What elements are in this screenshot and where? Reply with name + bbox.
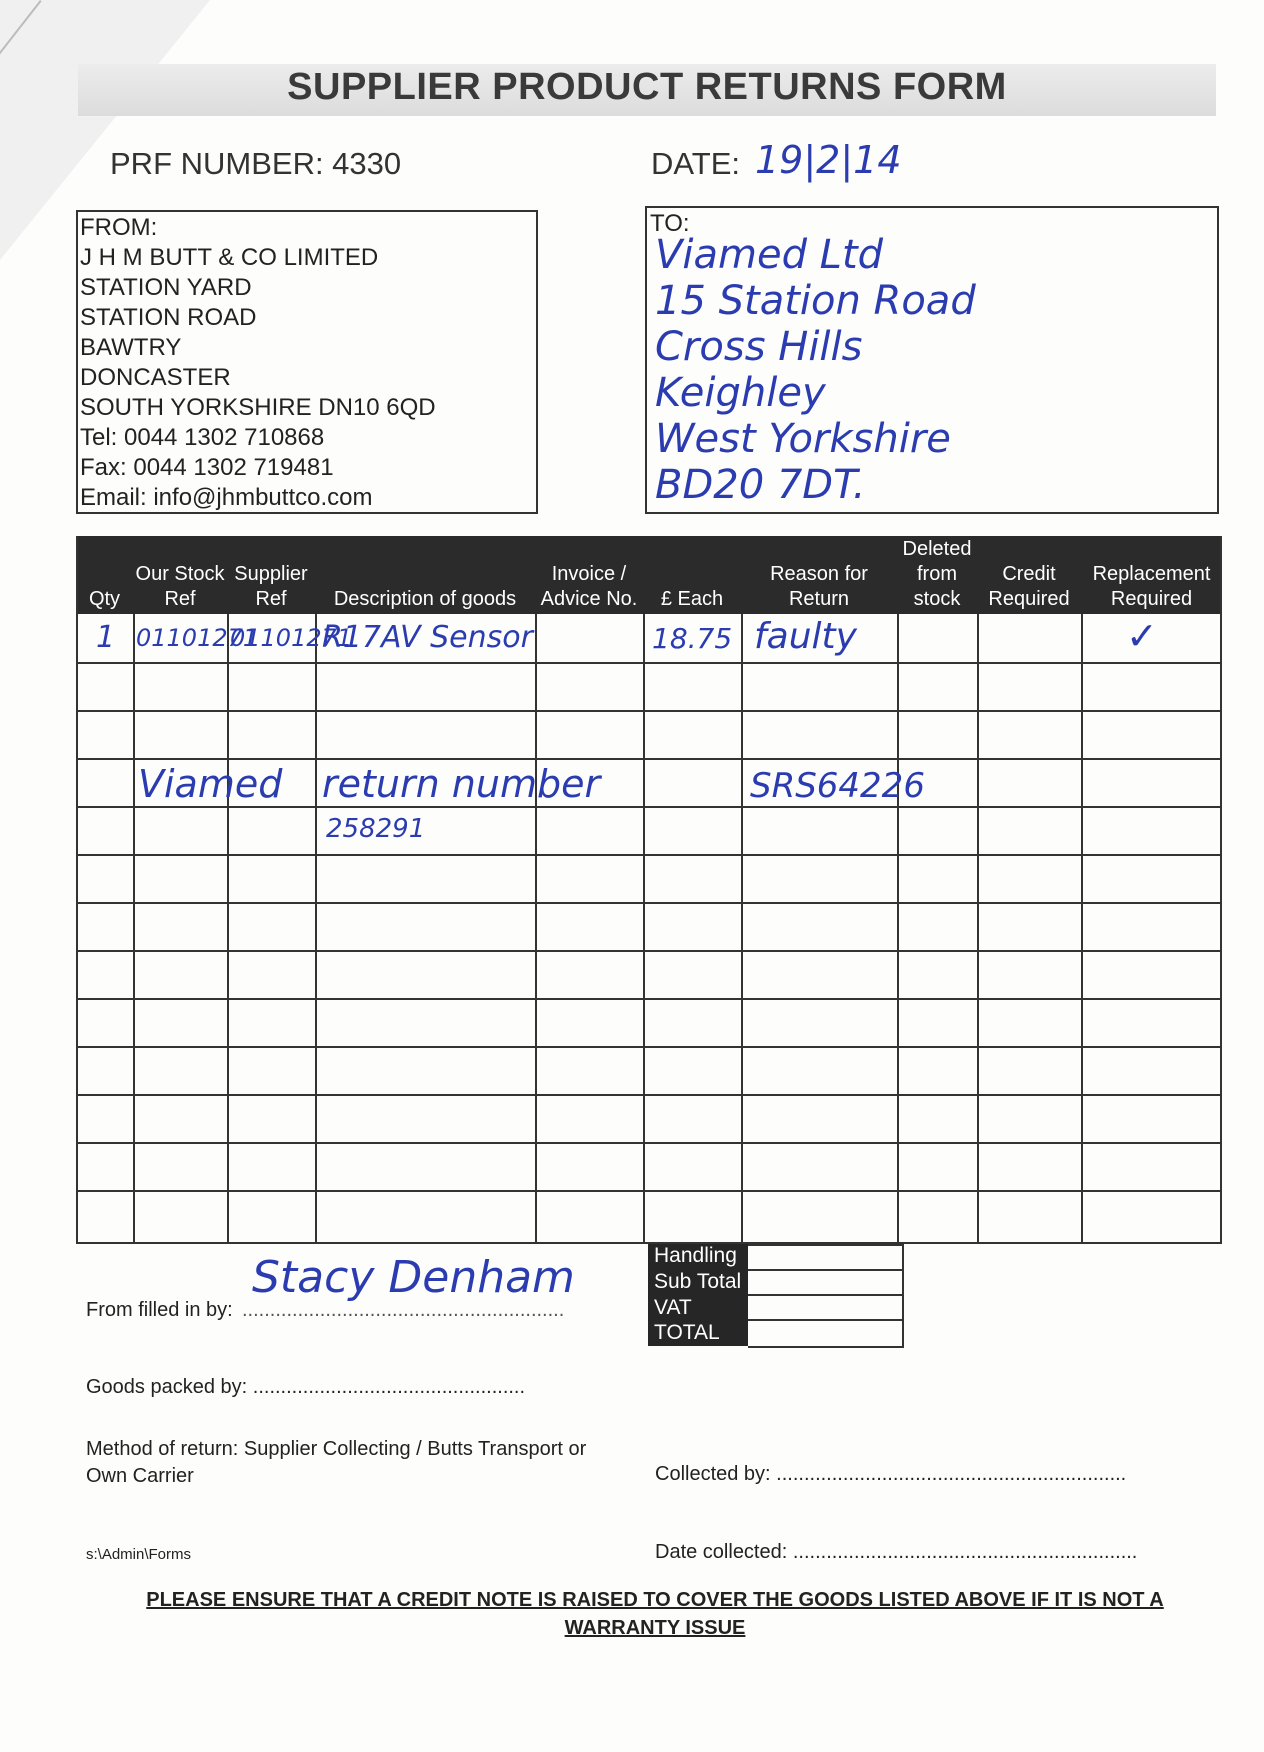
vat-label: VAT [654, 1296, 692, 1319]
col-line [977, 614, 979, 1244]
to-line: Viamed Ltd [655, 232, 884, 278]
header-description: Description of goods [333, 588, 517, 610]
col-line [315, 614, 317, 1244]
from-line: J H M BUTT & CO LIMITED [80, 244, 379, 271]
from-label: FROM: [80, 214, 158, 241]
totals-value-column [748, 1244, 904, 1348]
totals-line [748, 1319, 904, 1321]
subtotal-label: Sub Total [654, 1270, 742, 1293]
row1-description: R17AV Sensor [322, 620, 533, 655]
to-line: BD20 7DT. [655, 462, 866, 508]
header-qty: Qty [88, 588, 121, 610]
to-label: TO: [650, 210, 690, 237]
from-line: Email: info@jhmbuttco.com [80, 484, 373, 511]
col-line [1081, 614, 1083, 1244]
handling-label: Handling [654, 1244, 737, 1267]
totals-line [748, 1294, 904, 1296]
row1-each: 18.75 [652, 622, 733, 655]
notice-line2: WARRANTY ISSUE [564, 1617, 746, 1639]
to-line: 15 Station Road [655, 278, 976, 324]
header-each: £ Each [660, 588, 724, 610]
method-line2: Own Carrier [86, 1465, 194, 1487]
filled-by-dots: .......................................................... [242, 1299, 565, 1321]
row1-supplier-ref: 01101271 [230, 624, 353, 652]
to-line: Cross Hills [655, 324, 863, 370]
note-extra-number: 258291 [326, 814, 426, 844]
form-title: SUPPLIER PRODUCT RETURNS FORM [287, 66, 1007, 108]
from-line: Tel: 0044 1302 710868 [80, 424, 325, 451]
col-line [643, 614, 645, 1244]
notice-line1: PLEASE ENSURE THAT A CREDIT NOTE IS RAISED TO COVER THE GOODS LISTED ABOVE IF IT IS NOT A [146, 1589, 1164, 1611]
to-line: West Yorkshire [655, 416, 951, 462]
row1-qty: 1 [96, 620, 116, 655]
totals-line [748, 1269, 904, 1271]
note-return-ref: SRS64226 [750, 766, 925, 806]
note-return-number: return number [322, 762, 601, 806]
from-address [80, 213, 436, 513]
row1-replacement-tick: ✓ [1126, 614, 1158, 658]
packed-by: Goods packed by: ................................................. [86, 1376, 526, 1398]
file-path: s:\Admin\Forms [86, 1546, 192, 1563]
header-deleted: Deleted from stock [902, 538, 972, 610]
header-supplier-ref: Supplier Ref [234, 563, 308, 610]
row1-stock-ref: 01101271 [136, 624, 259, 652]
header-reason: Reason for Return [770, 563, 868, 610]
header-invoice: Invoice / Advice No. [540, 563, 638, 610]
col-line [535, 614, 537, 1244]
to-line: Keighley [655, 370, 826, 416]
method-line1: Method of return: Supplier Collecting / Butts Transport or [86, 1438, 587, 1460]
row1-reason: faulty [754, 616, 857, 657]
to-address [655, 232, 976, 508]
col-line [741, 614, 743, 1244]
collected-by: Collected by: ............................................................... [655, 1463, 1127, 1485]
note-viamed: Viamed [138, 762, 283, 806]
col-line [133, 614, 135, 1244]
from-line: STATION YARD [80, 274, 252, 301]
date-label: DATE: [651, 146, 740, 181]
row-line [76, 1142, 1222, 1144]
from-line: SOUTH YORKSHIRE DN10 6QD [80, 394, 436, 421]
header-stock-ref: Our Stock Ref [135, 563, 225, 610]
row-line [76, 950, 1222, 952]
prf-number: PRF NUMBER: 4330 [110, 146, 402, 181]
col-line [897, 614, 899, 1244]
from-line: DONCASTER [80, 364, 231, 391]
row-line [76, 662, 1222, 664]
returns-table [76, 536, 1222, 1244]
credit-note-notice [80, 1586, 1230, 1642]
col-line [76, 536, 78, 1244]
signature: Stacy Denham [252, 1252, 575, 1303]
col-line [227, 614, 229, 1244]
header-credit: Credit Required [988, 563, 1070, 610]
row-line [76, 1046, 1222, 1048]
date-value: 19|2|14 [755, 138, 902, 182]
row-line [76, 854, 1222, 856]
col-line [1220, 536, 1222, 1244]
row-line [76, 806, 1222, 808]
row-line [76, 710, 1222, 712]
row-line [76, 1190, 1222, 1192]
header-replacement: Replacement Required [1092, 563, 1211, 610]
from-line: STATION ROAD [80, 304, 257, 331]
totals-block [648, 1244, 904, 1346]
row-line [76, 902, 1222, 904]
date-collected: Date collected: .............................................................. [655, 1541, 1138, 1563]
filled-by-label: From filled in by: [86, 1299, 233, 1321]
row-line [76, 758, 1222, 760]
total-label: TOTAL [654, 1321, 720, 1344]
row-line [76, 1094, 1222, 1096]
row-line [76, 998, 1222, 1000]
from-line: BAWTRY [80, 334, 182, 361]
from-line: Fax: 0044 1302 719481 [80, 454, 334, 481]
